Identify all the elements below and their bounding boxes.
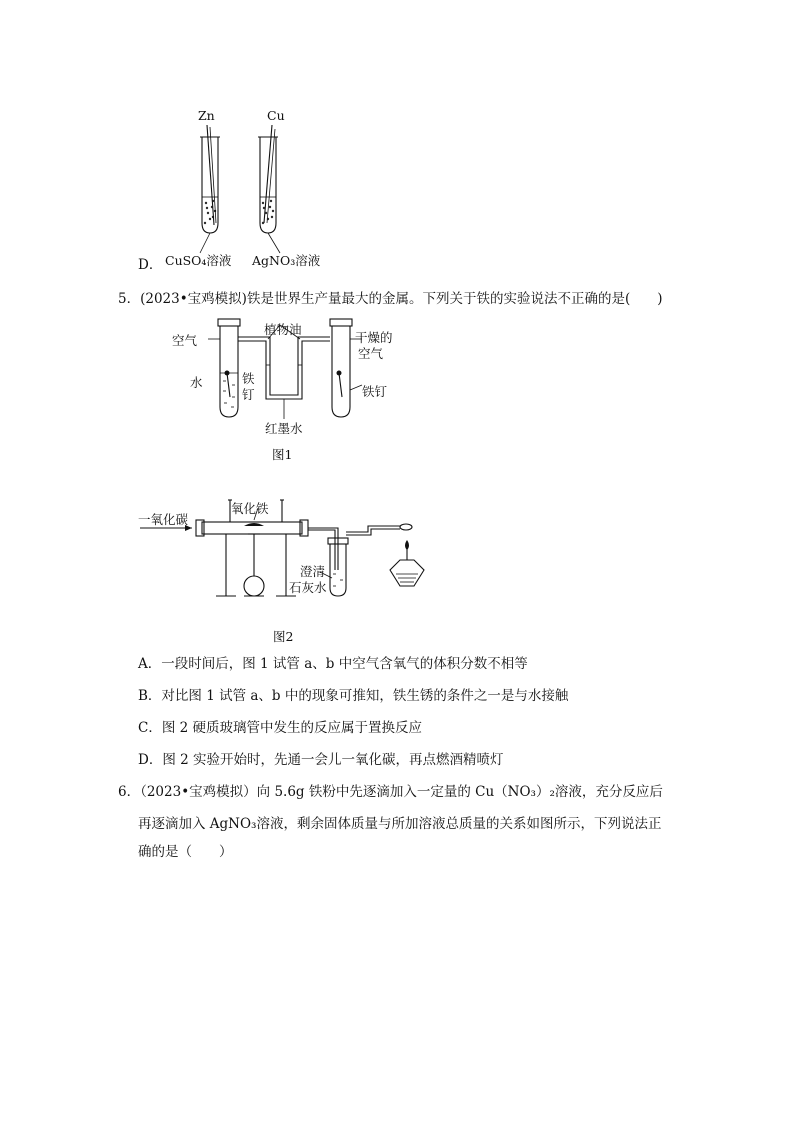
label-fe2o3: 氧化铁 <box>231 501 269 516</box>
zn-label: Zn <box>198 108 215 123</box>
label-ink: 红墨水 <box>265 421 303 436</box>
agno3-label: AgNO₃溶液 <box>252 253 321 268</box>
q5-option-c: C．图 2 硬质玻璃管中发生的反应属于置换反应 <box>138 720 423 736</box>
figure-1-caption: 图1 <box>272 447 293 462</box>
label-water: 水 <box>190 375 203 390</box>
q5-stem: 5．(2023•宝鸡模拟)铁是世界生产量最大的金属。下列关于铁的实验说法不正确的是( ) <box>118 291 663 307</box>
label-oil: 植物油 <box>264 322 302 337</box>
cu-label: Cu <box>267 108 285 123</box>
label-co: 一氧化碳 <box>138 512 189 527</box>
option-d-letter: D． <box>138 257 163 273</box>
label-nail-right: 铁钉 <box>362 384 388 399</box>
cuso4-label: CuSO₄溶液 <box>165 253 232 268</box>
q6-line-1: 6．（2023•宝鸡模拟）向 5.6g 铁粉中先逐滴加入一定量的 Cu（NO₃）₂溶液，充分反应后 <box>118 784 663 800</box>
label-dry-air-2: 空气 <box>358 346 384 361</box>
q5-option-b: B．对比图 1 试管 a、b 中的现象可推知，铁生锈的条件之一是与水接触 <box>138 688 569 704</box>
figure-2-caption: 图2 <box>273 629 294 644</box>
label-limewater-2: 石灰水 <box>289 580 327 595</box>
q5-option-a: A．一段时间后，图 1 试管 a、b 中空气含氧气的体积分数不相等 <box>138 656 528 672</box>
label-nail-left: 铁钉 <box>242 371 255 402</box>
label-dry-air-1: 干燥的 <box>355 330 393 345</box>
label-limewater-1: 澄清 <box>300 564 326 579</box>
q6-line-3: 确的是（ ） <box>138 844 233 860</box>
test-tubes-figure <box>180 105 340 265</box>
label-air: 空气 <box>172 333 198 348</box>
q5-option-d: D．图 2 实验开始时，先通一会儿一氧化碳，再点燃酒精喷灯 <box>138 752 504 768</box>
q6-line-2: 再逐滴加入 AgNO₃溶液，剩余固体质量与所加溶液总质量的关系如图所示，下列说法正 <box>138 816 662 832</box>
